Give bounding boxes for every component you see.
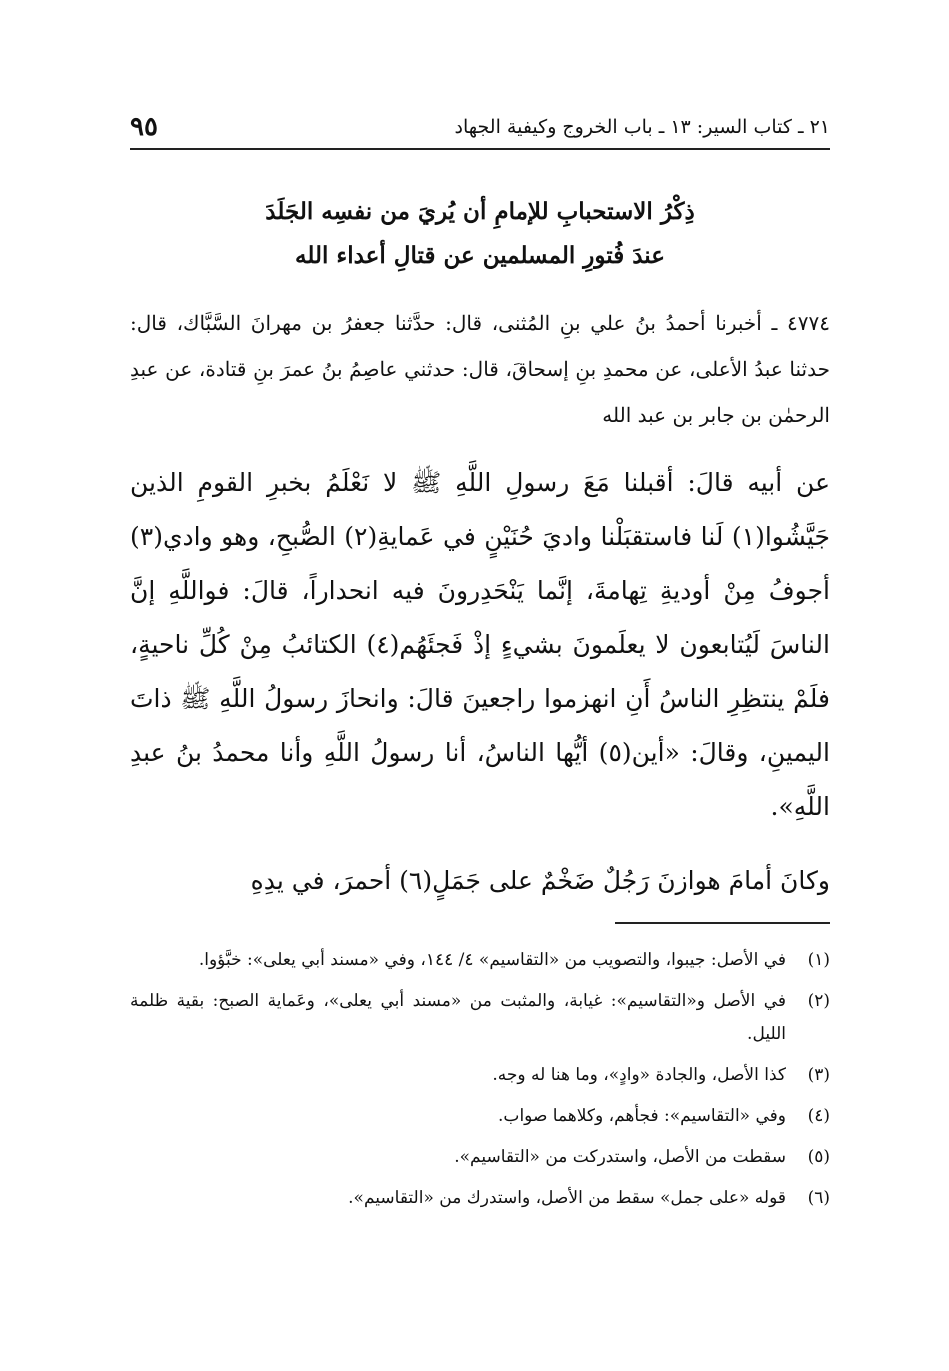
footnote-text: في الأصل: جيبوا، والتصويب من «التقاسيم» ٤/ ١٤٤، وفي «مسند أبي يعلى»: خبَّؤوا.	[198, 950, 786, 970]
hadith-paragraph-2: وكانَ أمامَ هوازنَ رَجُلٌ ضَخْمٌ على جَمَلٍ(٦) أحمرَ، في يدِهِ	[250, 866, 830, 895]
footnote-text: كذا الأصل، والجادة «وادٍ»، وما هنا له وجه.	[492, 1065, 786, 1085]
footnote	[130, 1182, 830, 1215]
footnote-number: (٤)	[807, 1106, 830, 1126]
footnote-number: (٦)	[807, 1188, 830, 1208]
footnote-number: (٥)	[807, 1147, 830, 1167]
footnote-text: في الأصل و«التقاسيم»: غيابة، والمثبت من «مسند أبي يعلى»، وعَماية الصبح: بقية ظلمة الليل.	[130, 991, 786, 1044]
footnote	[130, 1100, 830, 1133]
page-number: ٩٥	[130, 112, 158, 142]
hadith-paragraph-1: عن أبيه قالَ: أقبلنا مَعَ رسولِ اللَّهِ ﷺ لا نَعْلَمُ بخبرِ القومِ الذين جَيَّشُوا(١) لَنا فاستقبَلْنا واديَ حُنَيْنٍ في عَمايةِ(٢) الصُّبحِ، وهو وادي(٣) أجوفُ مِنْ أوديةِ تِهامةَ، إنَّما يَنْحَدِرونَ فيه انحداراً، قالَ: فواللَّهِ إنَّ الناسَ لَيُتابعون لا يعلَمونَ بشيءٍ إذْ فَجئَهُم(٤) الكتائبُ مِنْ كُلِّ ناحيةٍ، فلَمْ ينتظِرِ الناسُ أَنِ انهزموا راجعينَ قالَ: وانحازَ رسولُ اللَّهِ ﷺ ذاتَ اليمينِ، وقالَ: «أين(٥) أيُّها الناسُ، أنا رسولُ اللَّهِ وأنا محمدُ بنُ عبدِ اللَّهِ».	[130, 468, 830, 821]
footnote-text: قوله «على جمل» سقط من الأصل، واستدرك من «التقاسيم».	[348, 1188, 786, 1208]
footnote	[130, 1141, 830, 1174]
footnote-number: (١)	[807, 950, 830, 970]
footnote-text: وفي «التقاسيم»: فجأهم، وكلاهما صواب.	[498, 1106, 786, 1126]
footnote	[130, 1059, 830, 1092]
footnote-separator	[615, 922, 830, 924]
chapter-title	[130, 190, 830, 278]
footnote	[130, 944, 830, 977]
footnote-number: (٢)	[807, 991, 830, 1011]
chapter-title-line-1: ذِكْرُ الاستحبابِ للإمامِ أن يُريَ من نفسِه الجَلَدَ	[265, 198, 695, 225]
isnad-chain: ٤٧٧٤ ـ أخبرنا أحمدُ بنُ علي بنِ المُثنى، قال: حدَّثنا جعفرُ بن مهرانَ السَّبَّاك، قال: حدثنا عبدُ الأعلى، عن محمدِ بنِ إسحاقَ، قال: حدثني عاصِمُ بنُ عمرَ بنِ قتادة، عن عبدِ الرحمٰن بن جابر بن عبد الله	[130, 311, 830, 427]
footnote	[130, 985, 830, 1051]
footnote-number: (٣)	[807, 1065, 830, 1085]
header-rule	[130, 148, 830, 150]
hadith-text	[130, 456, 830, 908]
running-title: ٢١ ـ كتاب السير: ١٣ ـ باب الخروج وكيفية الجهاد	[454, 116, 830, 138]
page-header	[130, 112, 830, 152]
footnote-text: سقطت من الأصل، واستدركت من «التقاسيم».	[454, 1147, 786, 1167]
chapter-title-line-2: عندَ فُتورِ المسلمين عن قتالِ أعداء الله	[295, 242, 665, 269]
footnotes	[130, 944, 830, 1223]
